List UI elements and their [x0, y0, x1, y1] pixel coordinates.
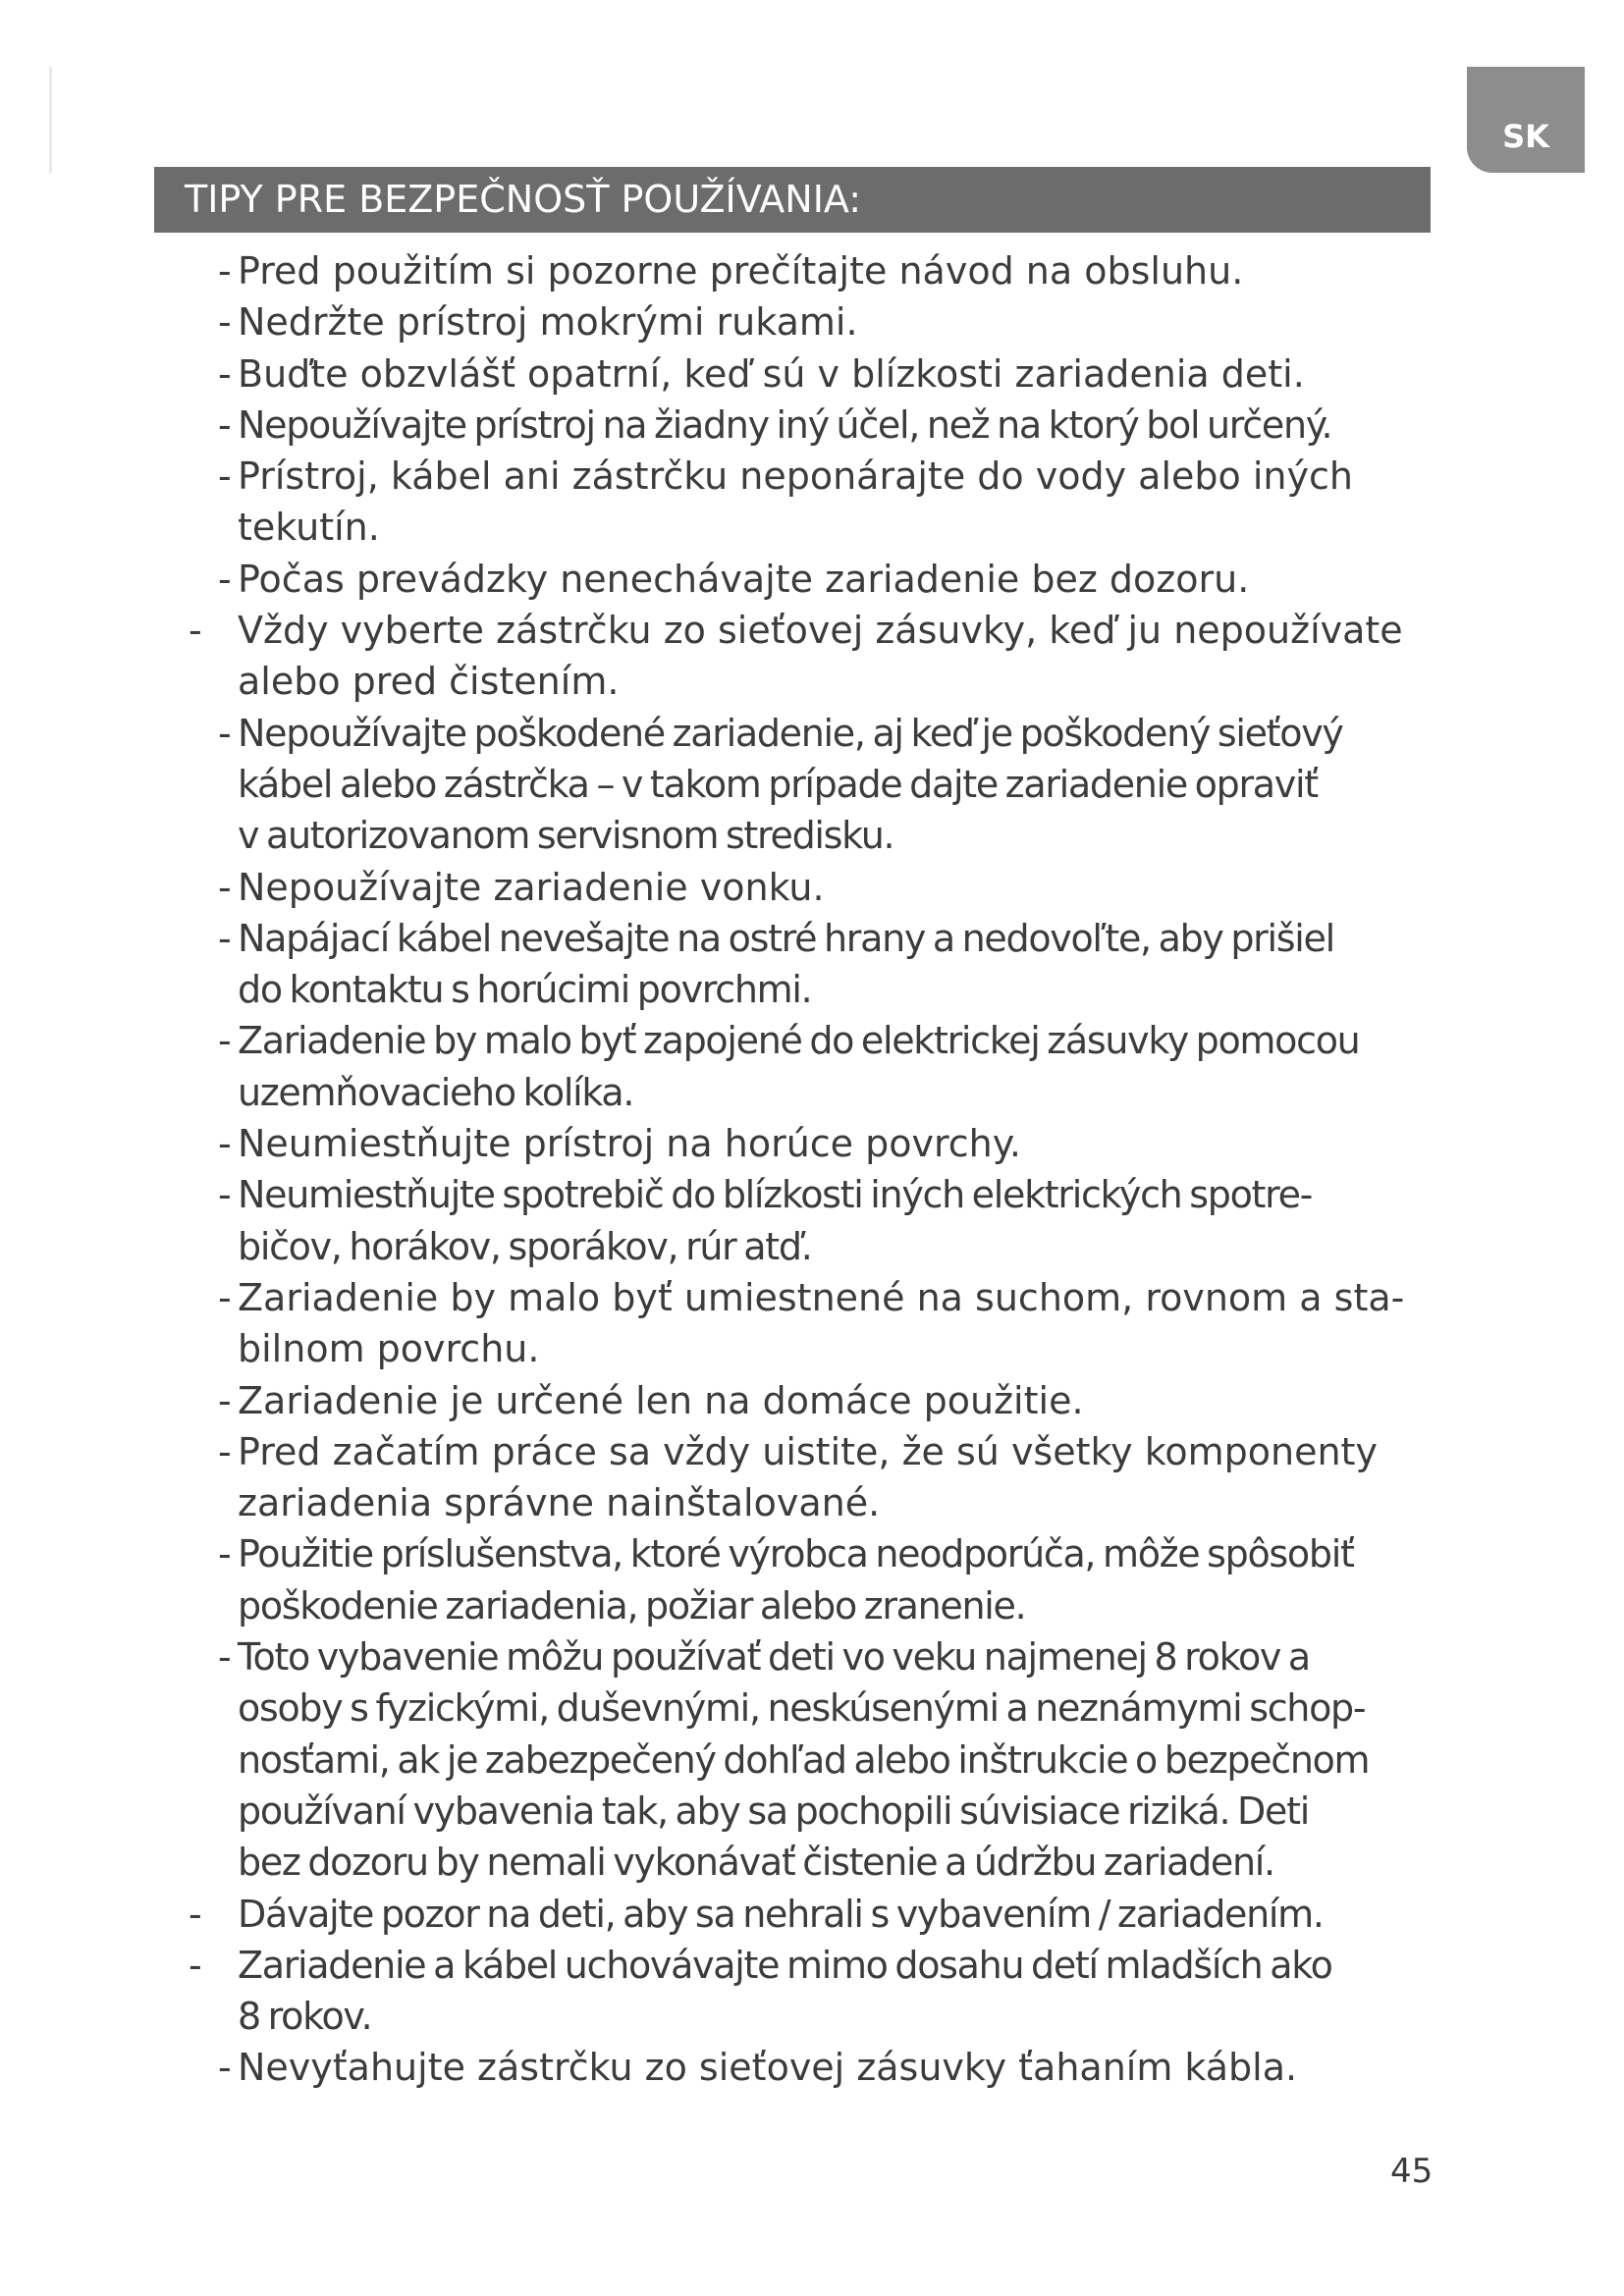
tip-dash: -: [218, 1173, 232, 1217]
tip-dash: -: [218, 711, 232, 755]
tip-line: Použitie príslušenstva, ktoré výrobca neodporúča, môže spôsobiť: [238, 1532, 1354, 1576]
tip-dash: -: [218, 916, 232, 960]
tip-line: poškodenie zariadenia, požiar alebo zranenie.: [238, 1583, 1026, 1628]
section-header: [154, 167, 1431, 233]
tip-item: [177, 451, 1473, 554]
tip-dash: -: [218, 249, 232, 293]
tip-line: Zariadenie je určené len na domáce použitie.: [238, 1378, 1084, 1422]
tip-item: [177, 1426, 1473, 1529]
tip-item: [177, 554, 1473, 605]
tip-item: [177, 2042, 1473, 2093]
tip-item: [177, 1169, 1473, 1272]
page-margin-line: [49, 67, 52, 173]
tip-item: [177, 296, 1473, 347]
tip-line: Nepoužívajte poškodené zariadenie, aj keď je poškodený sieťový: [238, 711, 1343, 755]
language-tab-label: SK: [1502, 118, 1549, 155]
tip-line: Nepoužívajte zariadenie vonku.: [238, 865, 825, 909]
tip-item: [177, 1889, 1473, 1940]
tip-dash: -: [218, 2046, 232, 2090]
tip-line: bičov, horákov, sporákov, rúr atď.: [238, 1224, 812, 1268]
tip-dash: -: [218, 1532, 232, 1576]
tip-dash: -: [218, 557, 232, 601]
tip-line: Vždy vyberte zástrčku zo sieťovej zásuvky, keď ju nepoužívate: [238, 609, 1403, 653]
tip-item: [177, 913, 1473, 1016]
tip-line: Toto vybavenie môžu používať deti vo veku najmenej 8 rokov a: [238, 1635, 1310, 1680]
tip-line: tekutín.: [238, 506, 380, 550]
tip-dash: -: [218, 1429, 232, 1473]
page-number: 45: [1390, 2152, 1434, 2191]
tip-line: alebo pred čistením.: [238, 660, 620, 704]
tip-dash: -: [218, 1019, 232, 1063]
tip-line: Nedržte prístroj mokrými rukami.: [238, 300, 858, 345]
tip-dash: -: [218, 402, 232, 447]
tip-line: Pred začatím práce sa vždy uistite, že sú všetky komponenty: [238, 1429, 1378, 1473]
tip-line: nosťami, ak je zabezpečený dohľad alebo inštrukcie o bezpečnom: [238, 1737, 1370, 1782]
tip-line: Buďte obzvlášť opatrní, keď sú v blízkosti zariadenia deti.: [238, 351, 1305, 396]
tip-item: [177, 862, 1473, 913]
tip-line: kábel alebo zástrčka – v takom prípade dajte zariadenie opraviť: [238, 762, 1318, 806]
tip-dash: -: [218, 1122, 232, 1166]
tip-item: [177, 1272, 1473, 1375]
tip-line: Neumiestňujte prístroj na horúce povrchy.: [238, 1122, 1021, 1166]
tip-dash: -: [189, 609, 202, 653]
language-tab: [1467, 67, 1585, 173]
tip-line: Dávajte pozor na deti, aby sa nehrali s vybavením / zariadením.: [238, 1892, 1324, 1936]
tip-dash: -: [218, 1275, 232, 1319]
tip-line: Zariadenie a kábel uchovávajte mimo dosahu detí mladších ako: [238, 1943, 1332, 1987]
tip-item: [177, 245, 1473, 296]
tip-item: [177, 348, 1473, 400]
tip-line: Napájací kábel nevešajte na ostré hrany a nedovoľte, aby prišiel: [238, 916, 1334, 960]
tip-item: [177, 400, 1473, 451]
tip-item: [177, 708, 1473, 862]
tip-line: Prístroj, kábel ani zástrčku neponárajte do vody alebo iných: [238, 454, 1353, 499]
tip-line: Zariadenie by malo byť umiestnené na suchom, rovnom a sta-: [238, 1275, 1405, 1319]
tip-dash: -: [218, 454, 232, 499]
tip-item: [177, 605, 1473, 708]
tip-dash: -: [218, 300, 232, 345]
tip-line: Počas prevádzky nenechávajte zariadenie bez dozoru.: [238, 557, 1250, 601]
tip-line: uzemňovacieho kolíka.: [238, 1070, 634, 1114]
tip-dash: -: [218, 1635, 232, 1680]
tip-dash: -: [218, 351, 232, 396]
tip-dash: -: [189, 1943, 202, 1987]
tip-dash: -: [218, 865, 232, 909]
tip-line: používaní vybavenia tak, aby sa pochopili súvisiace riziká. Deti: [238, 1789, 1309, 1833]
tip-line: zariadenia správne nainštalované.: [238, 1481, 881, 1525]
tip-item: [177, 1528, 1473, 1631]
tip-line: bilnom povrchu.: [238, 1327, 540, 1371]
section-title: TIPY PRE BEZPEČNOSŤ POUŽÍVANIA:: [185, 178, 862, 221]
tip-line: Nevyťahujte zástrčku zo sieťovej zásuvky ťahaním kábla.: [238, 2046, 1298, 2090]
tip-line: v autorizovanom servisnom stredisku.: [238, 814, 894, 858]
tip-line: Neumiestňujte spotrebič do blízkosti iných elektrických spotre-: [238, 1173, 1313, 1217]
tip-item: [177, 1015, 1473, 1118]
tip-item: [177, 1631, 1473, 1888]
tip-line: osoby s fyzickými, duševnými, neskúsenými a neznámymi schop-: [238, 1686, 1366, 1731]
tip-line: Pred použitím si pozorne prečítajte návod na obsluhu.: [238, 249, 1244, 293]
tip-dash: -: [189, 1892, 202, 1936]
tip-line: bez dozoru by nemali vykonávať čistenie a údržbu zariadení.: [238, 1841, 1274, 1885]
tip-line: do kontaktu s horúcimi povrchmi.: [238, 968, 812, 1012]
tip-line: Zariadenie by malo byť zapojené do elektrickej zásuvky pomocou: [238, 1019, 1360, 1063]
safety-tips-list: [177, 245, 1473, 2094]
tip-item: [177, 1940, 1473, 2043]
tip-line: 8 rokov.: [238, 1995, 372, 2039]
tip-dash: -: [218, 1378, 232, 1422]
tip-line: Nepoužívajte prístroj na žiadny iný účel, než na ktorý bol určený.: [238, 402, 1332, 447]
tip-item: [177, 1118, 1473, 1169]
tip-item: [177, 1375, 1473, 1426]
